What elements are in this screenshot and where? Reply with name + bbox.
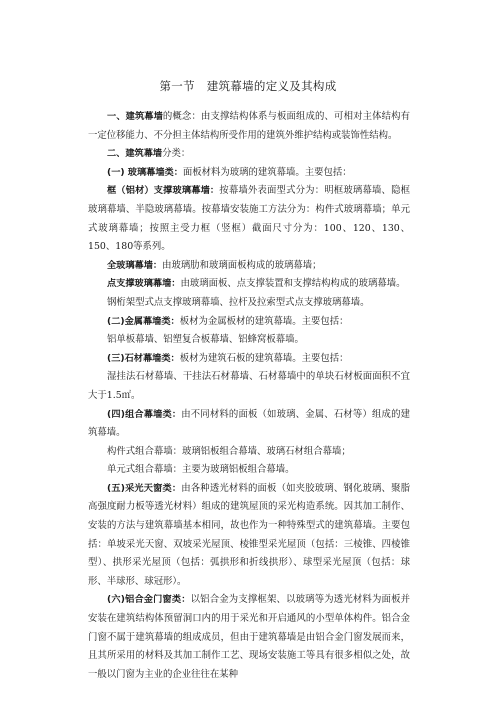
paragraph-text: 面板材料为玻璃的建筑幕墙。主要包括： bbox=[182, 166, 352, 178]
paragraph-text: 湿挂法石材幕墙、干挂法石材幕墙、石材幕墙中的单块石材板面面积不宜大于1.5㎡。 bbox=[88, 371, 410, 401]
paragraph-lead: (一) 玻璃幕墙类： bbox=[107, 166, 183, 178]
paragraph-text: 板材为建筑石板的建筑幕墙。主要包括： bbox=[179, 352, 349, 364]
paragraph-text: 由玻璃面板、点支撑装置和支撑结构构成的玻璃幕墙。 bbox=[180, 278, 406, 290]
paragraph-text: 由各种透光材料的面板（如夹胶玻璃、钢化玻璃、聚脂高强度耐力板等透光材料）组成的建筑屋顶的采光构造系统。因其加工制作、安装的方法与建筑幕墙基本相同，故也作为一种特殊型式的建筑幕墙。主要包括：单坡采光天窗、双坡采光屋顶、棱锥型采光屋顶（包括：三棱锥、四棱锥型）、拱形采光屋顶（包括：弧拱形和折线拱形）、球型采光屋顶（包括：球形、半球形、球冠形）。 bbox=[88, 482, 410, 587]
paragraph bbox=[88, 164, 410, 183]
paragraph bbox=[88, 257, 410, 276]
paragraph bbox=[88, 368, 410, 405]
paragraph bbox=[88, 480, 410, 592]
paragraph bbox=[88, 461, 410, 480]
paragraph bbox=[88, 145, 410, 164]
paragraph-text: 的概念：由支撑结构体系与板面组成的、可相对主体结构有一定位移能力、不分担主体结构所受作用的建筑外维护结构或装饰性结构。 bbox=[88, 111, 410, 141]
paragraph-text: 板材为金属板材的建筑幕墙。主要包括： bbox=[179, 315, 349, 327]
section-title: 第一节 建筑幕墙的定义及其构成 bbox=[159, 79, 337, 93]
paragraph bbox=[88, 331, 410, 350]
paragraph-text: 分类： bbox=[162, 148, 191, 160]
paragraph-text: 由玻璃肋和玻璃面板构成的玻璃幕墙； bbox=[162, 259, 322, 271]
paragraph-text: 钢桁架型式点支撑玻璃幕墙、拉杆及拉索型式点支撑玻璃幕墙。 bbox=[107, 296, 370, 308]
paragraph bbox=[88, 275, 410, 294]
paragraph-lead: 一、建筑幕墙 bbox=[107, 111, 163, 122]
paragraph-lead: 点支撑玻璃幕墙： bbox=[107, 278, 181, 290]
paragraph-lead: (五)采光天窗类： bbox=[107, 482, 182, 494]
paragraph-lead: 二、建筑幕墙 bbox=[107, 148, 163, 160]
paragraph-text: 单元式组合幕墙：主要为玻璃铝板组合幕墙。 bbox=[107, 464, 295, 476]
paragraph bbox=[88, 406, 410, 443]
paragraph bbox=[88, 443, 410, 462]
paragraph bbox=[88, 591, 410, 684]
paragraph bbox=[88, 313, 410, 332]
paragraph bbox=[88, 350, 410, 369]
paragraph bbox=[88, 294, 410, 313]
paragraph-text: 按幕墙外表面型式分为：明框玻璃幕墙、隐框玻璃幕墙、半隐玻璃幕墙。按幕墙安装施工方法分为：构件式玻璃幕墙；单元式玻璃幕墙；按照主受力框（竖框）截面尺寸分为：100、120、130、150、180等系列。 bbox=[88, 185, 410, 253]
paragraph-text: 铝单板幕墙、铝塑复合板幕墙、铝蜂窝板幕墙。 bbox=[107, 334, 304, 346]
paragraph-text: 以铝合金为支撑框架、以玻璃等为透光材料为面板并安装在建筑结构体预留洞口内的用于采光和开启通风的小型单体构件。铝合金门窗不属于建筑幕墙的组成成员，但由于建筑幕墙是由铝合金门窗发展而来，且其所采用的材料及其加工制作工艺、现场安装施工等具有很多相似之处，故一般以门窗为主业的企业往往在某种 bbox=[88, 594, 410, 680]
paragraph-text: 由不同材料的面板（如玻璃、金属、石材等）组成的建筑幕墙。 bbox=[88, 408, 410, 439]
paragraph-lead: (三)石材幕墙类： bbox=[107, 352, 180, 364]
paragraph-lead: (二)金属幕墙类： bbox=[107, 315, 180, 327]
paragraph-text: 构件式组合幕墙：玻璃铝板组合幕墙、玻璃石材组合幕墙； bbox=[107, 445, 351, 457]
paragraph-lead: 框（铝材）支撑玻璃幕墙： bbox=[107, 185, 220, 197]
paragraph bbox=[88, 108, 410, 145]
paragraph-lead: (四)组合幕墙类： bbox=[107, 408, 182, 420]
paragraph bbox=[88, 182, 410, 256]
paragraph-lead: 全玻璃幕墙： bbox=[107, 259, 163, 271]
document-body bbox=[88, 108, 410, 684]
paragraph-lead: (六)铝合金门窗类： bbox=[107, 594, 191, 606]
